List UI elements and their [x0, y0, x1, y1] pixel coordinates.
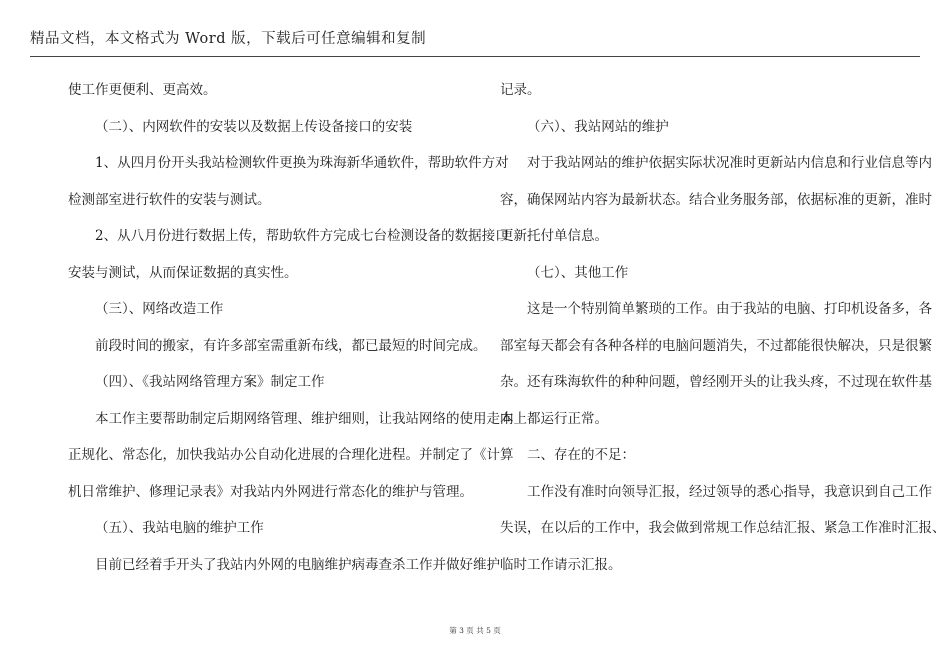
text-line: 工作没有准时向领导汇报，经过领导的悉心指导，我意识到自己工作 — [527, 483, 932, 500]
text-line: 记录。 — [500, 82, 541, 98]
text-line: 部室每天都会有各种各样的电脑问题消失，不过都能很快解决，只是很繁 — [500, 337, 932, 354]
text-line: 检测部室进行软件的安装与测试。 — [68, 191, 271, 208]
text-line: 正规化、常态化，加快我站办公自动化进展的合理化进程。并制定了《计算 — [68, 447, 514, 463]
header-divider — [30, 56, 920, 57]
section-heading: （五）、我站电脑的维护工作 — [95, 520, 264, 536]
text-line: 杂。还有珠海软件的种种问题，曾经刚开头的让我头疼，不过现在软件基 — [500, 374, 932, 390]
section-heading: （四）、《我站网络管理方案》制定工作 — [95, 374, 325, 390]
text-line: 1、从四月份开头我站检测软件更换为珠海新华通软件，帮助软件方对 — [95, 155, 509, 171]
section-heading: 二、存在的不足： — [527, 447, 635, 463]
text-line: 安装与测试，从而保证数据的真实性。 — [68, 264, 298, 281]
page-header: 精品文档，本文格式为 Word 版，下载后可任意编辑和复制 — [30, 31, 427, 47]
section-heading: （六）、我站网站的维护 — [527, 118, 669, 135]
text-line: 本上都运行正常。 — [500, 410, 608, 427]
section-heading: （三）、网络改造工作 — [95, 301, 224, 317]
text-line: 临时工作请示汇报。 — [500, 556, 622, 573]
section-heading: （七）、其他工作 — [527, 264, 629, 281]
text-line: 使工作更便利、更高效。 — [68, 82, 217, 98]
section-heading: （二）、内网软件的安装以及数据上传设备接口的安装 — [95, 118, 413, 135]
text-line: 2、从八月份进行数据上传，帮助软件方完成七台检测设备的数据接口 — [95, 228, 509, 244]
text-line: 目前已经着手开头了我站内外网的电脑维护病毒查杀工作并做好维护 — [95, 556, 500, 573]
text-line: 容，确保网站内容为最新状态。结合业务服务部，依据标准的更新，准时 — [500, 191, 932, 208]
text-line: 前段时间的搬家，有许多部室需重新布线，都已最短的时间完成。 — [95, 337, 487, 354]
text-line: 对于我站网站的维护依据实际状况准时更新站内信息和行业信息等内 — [527, 155, 932, 171]
text-line: 这是一个特别简单繁琐的工作。由于我站的电脑、打印机设备多，各 — [527, 301, 932, 317]
text-line: 本工作主要帮助制定后期网络管理、维护细则，让我站网络的使用走向 — [95, 410, 514, 427]
text-line: 更新托付单信息。 — [500, 228, 608, 244]
page-number-footer: 第 3 页 共 5 页 — [449, 626, 501, 635]
text-line: 机日常维护、修理记录表》对我站内外网进行常态化的维护与管理。 — [68, 483, 473, 500]
text-line: 失误，在以后的工作中，我会做到常规工作总结汇报、紧急工作准时汇报、 — [500, 520, 946, 536]
right-text-column — [500, 72, 946, 583]
left-text-column — [68, 72, 514, 583]
